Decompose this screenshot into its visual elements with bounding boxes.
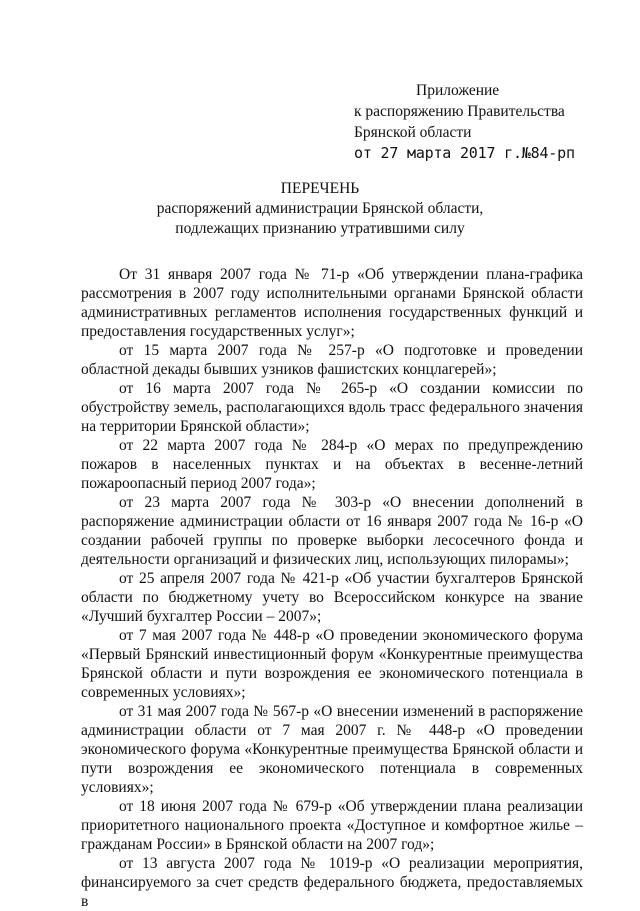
document-subtitle: распоряжений администрации Брянской области, подлежащих признанию утратившими силу [156, 200, 484, 237]
list-item: от 18 июня 2007 года № 679-р «Об утверждении плана реализации приоритетного национального проекта «Доступное и комфортное жилье – гражданам России» в Брянской области на 2007 год»; [81, 798, 583, 853]
appendix-reference: к распоряжению Правительства [354, 103, 565, 120]
appendix-date-number: от 27 марта 2017 г.№84-рп [354, 144, 575, 162]
list-item: от 13 августа 2007 года № 1019-р «О реализации мероприятия, финансируемого за счет средств федерального бюджета, предоставляемых в [81, 855, 583, 910]
list-item: от 15 марта 2007 года № 257-р «О подготовке и проведении областной декады бывших узников фашистских концлагерей»; [81, 342, 583, 378]
list-item: от 31 мая 2007 года № 567-р «О внесении изменений в распоряжение администрации области от 7 мая 2007 г. № 448-р «О проведении экономического форума «Конкурентные преимущества Брянской области и пути возрождения ее экономического потенциала в современных условиях»; [81, 703, 583, 796]
document-title: ПЕРЕЧЕНЬ [280, 180, 360, 197]
document-heading [80, 179, 560, 239]
appendix-block [354, 80, 604, 164]
list-item: от 23 марта 2007 года № 303-р «О внесении дополнений в распоряжение администрации области от 16 января 2007 года № 16-р «О создании рабочей группы по проверке выборки лесосечного фонда и деятельности организаций и физических лиц, использующих пилорамы»; [81, 494, 583, 568]
list-item: От 31 января 2007 года № 71-р «Об утверждении плана-графика рассмотрения в 2007 году исполнительными органами Брянской области административных регламентов исполнения государственных функций и предоставления государственных услуг»; [81, 266, 583, 340]
appendix-label: Приложение [416, 82, 500, 99]
list-item: от 16 марта 2007 года № 265-р «О создании комиссии по обустройству земель, располагающихся вдоль трасс федерального значения на территории Брянской области»; [81, 380, 583, 435]
appendix-region: Брянской области [354, 124, 472, 141]
list-item: от 25 апреля 2007 года № 421-р «Об участии бухгалтеров Брянской области по бюджетному учету во Всероссийском конкурсе на звание «Лучший бухгалтер России – 2007»; [81, 570, 583, 625]
list-item: от 22 марта 2007 года № 284-р «О мерах по предупреждению пожаров в населенных пунктах и на объектах в весенне-летний пожароопасный период 2007 года»; [81, 437, 583, 492]
list-item: от 7 мая 2007 года № 448-р «О проведении экономического форума «Первый Брянский инвестиционный форум «Конкурентные преимущества Брянской области и пути возрождения ее экономического потенциала в современных условиях»; [81, 627, 583, 701]
document-body [81, 265, 583, 911]
